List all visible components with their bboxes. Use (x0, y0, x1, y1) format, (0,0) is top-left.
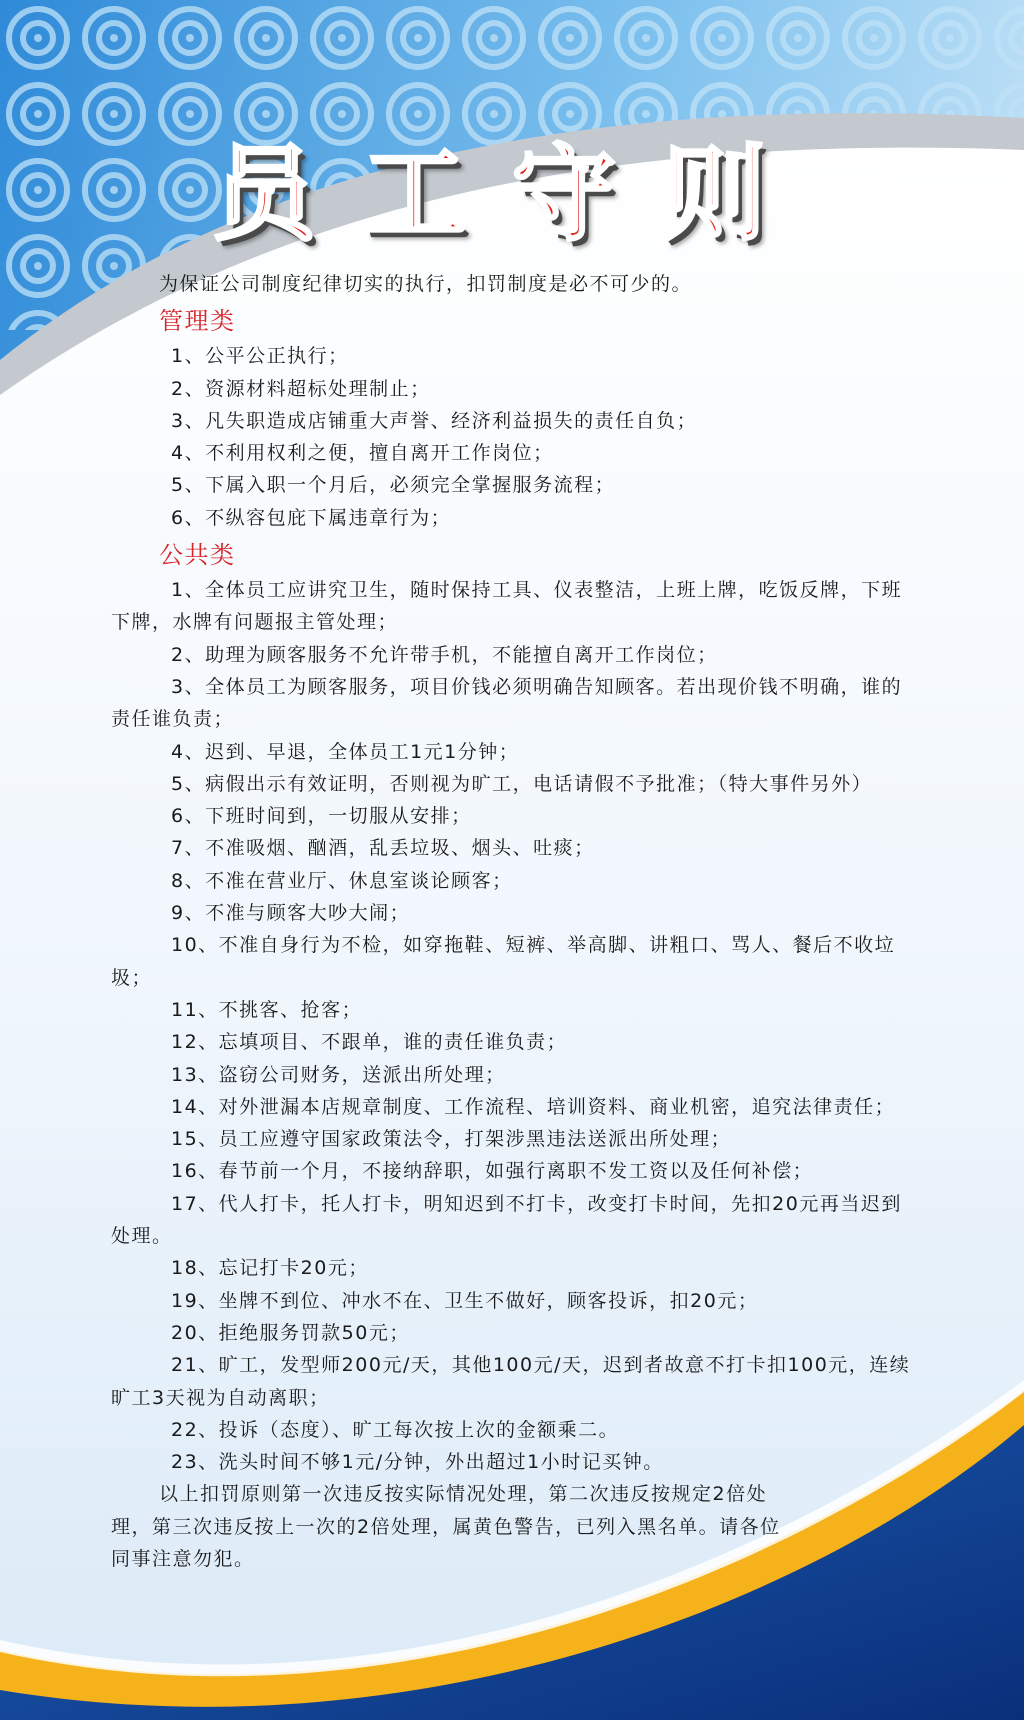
list-item: 12、忘填项目、不跟单，谁的责任谁负责； (171, 1031, 568, 1054)
list-item: 2、资源材料超标处理制止； (171, 377, 431, 400)
list-item: 21、旷工，发型师200元/天，其他100元/天，迟到者故意不打卡扣100元，连续旷工3天视为自动离职； (111, 1354, 911, 1409)
list-item: 18、忘记打卡20元； (171, 1257, 369, 1280)
section-heading-management: 管理类 (159, 307, 236, 336)
list-item: 4、不利用权利之便，擅自离开工作岗位； (171, 442, 554, 465)
list-item: 17、代人打卡，托人打卡，明知迟到不打卡，改变打卡时间，先扣20元再当迟到处理。 (111, 1192, 902, 1248)
closing-note: 以上扣罚原则第一次违反按实际情况处理，第二次违反按规定2倍处理，第三次违反按上一次的2倍处理，属黄色警告，已列入黑名单。请各位同事注意勿犯。 (111, 1483, 781, 1570)
list-item: 5、病假出示有效证明，否则视为旷工，电话请假不予批准；（特大事件另外） (171, 772, 873, 795)
list-item: 13、盗窃公司财务，送派出所处理； (171, 1063, 506, 1086)
list-item: 7、不准吸烟、酗酒，乱丢垃圾、烟头、吐痰； (171, 837, 595, 860)
list-item: 14、对外泄漏本店规章制度、工作流程、培训资料、商业机密，追究法律责任； (171, 1095, 896, 1118)
list-item: 23、洗头时间不够1元/分钟，外出超过1小时记买钟。 (171, 1451, 664, 1474)
list-item: 6、不纵容包庇下属违章行为； (171, 506, 452, 529)
list-item: 10、不准自身行为不检，如穿拖鞋、短裤、举高脚、讲粗口、骂人、餐后不收垃圾； (111, 934, 896, 989)
list-item: 5、下属入职一个月后，必须完全掌握服务流程； (171, 474, 616, 497)
list-item: 3、全体员工为顾客服务，项目价钱必须明确告知顾客。若出现价钱不明确，谁的责任谁负责； (111, 675, 903, 731)
list-item: 2、助理为顾客服务不允许带手机，不能擅自离开工作岗位； (171, 643, 718, 666)
list-item: 22、投诉（态度）、旷工每次按上次的金额乘二。 (171, 1418, 620, 1441)
list-item: 9、不准与顾客大吵大闹； (171, 902, 411, 925)
list-item: 20、拒绝服务罚款50元； (171, 1321, 410, 1344)
list-item: 19、坐牌不到位、冲水不在、卫生不做好，顾客投诉，扣20元； (171, 1289, 759, 1312)
section-heading-public: 公共类 (159, 541, 236, 570)
rules-content (111, 268, 916, 1575)
list-item: 11、不挑客、抢客； (171, 998, 363, 1021)
management-rules-list (111, 340, 916, 534)
list-item: 3、凡失职造成店铺重大声誉、经济利益损失的责任自负； (171, 409, 698, 432)
public-rules-list (111, 574, 916, 1478)
list-item: 4、迟到、早退，全体员工1元1分钟； (171, 740, 520, 763)
intro-text: 为保证公司制度纪律切实的执行，扣罚制度是必不可少的。 (159, 273, 693, 295)
list-item: 6、下班时间到，一切服从安排； (171, 805, 472, 828)
list-item: 8、不准在营业厅、休息室谈论顾客； (171, 869, 513, 892)
list-item: 1、公平公正执行； (171, 345, 349, 368)
list-item: 15、员工应遵守国家政策法令，打架涉黑违法送派出所处理； (171, 1128, 732, 1151)
list-item: 1、全体员工应讲究卫生，随时保持工具、仪表整洁，上班上牌，吃饭反牌，下班下牌，水牌有问题报主管处理； (111, 579, 903, 634)
poster-title: 员工守则 (211, 133, 812, 255)
list-item: 16、春节前一个月，不接纳辞职，如强行离职不发工资以及任何补偿； (171, 1160, 814, 1183)
